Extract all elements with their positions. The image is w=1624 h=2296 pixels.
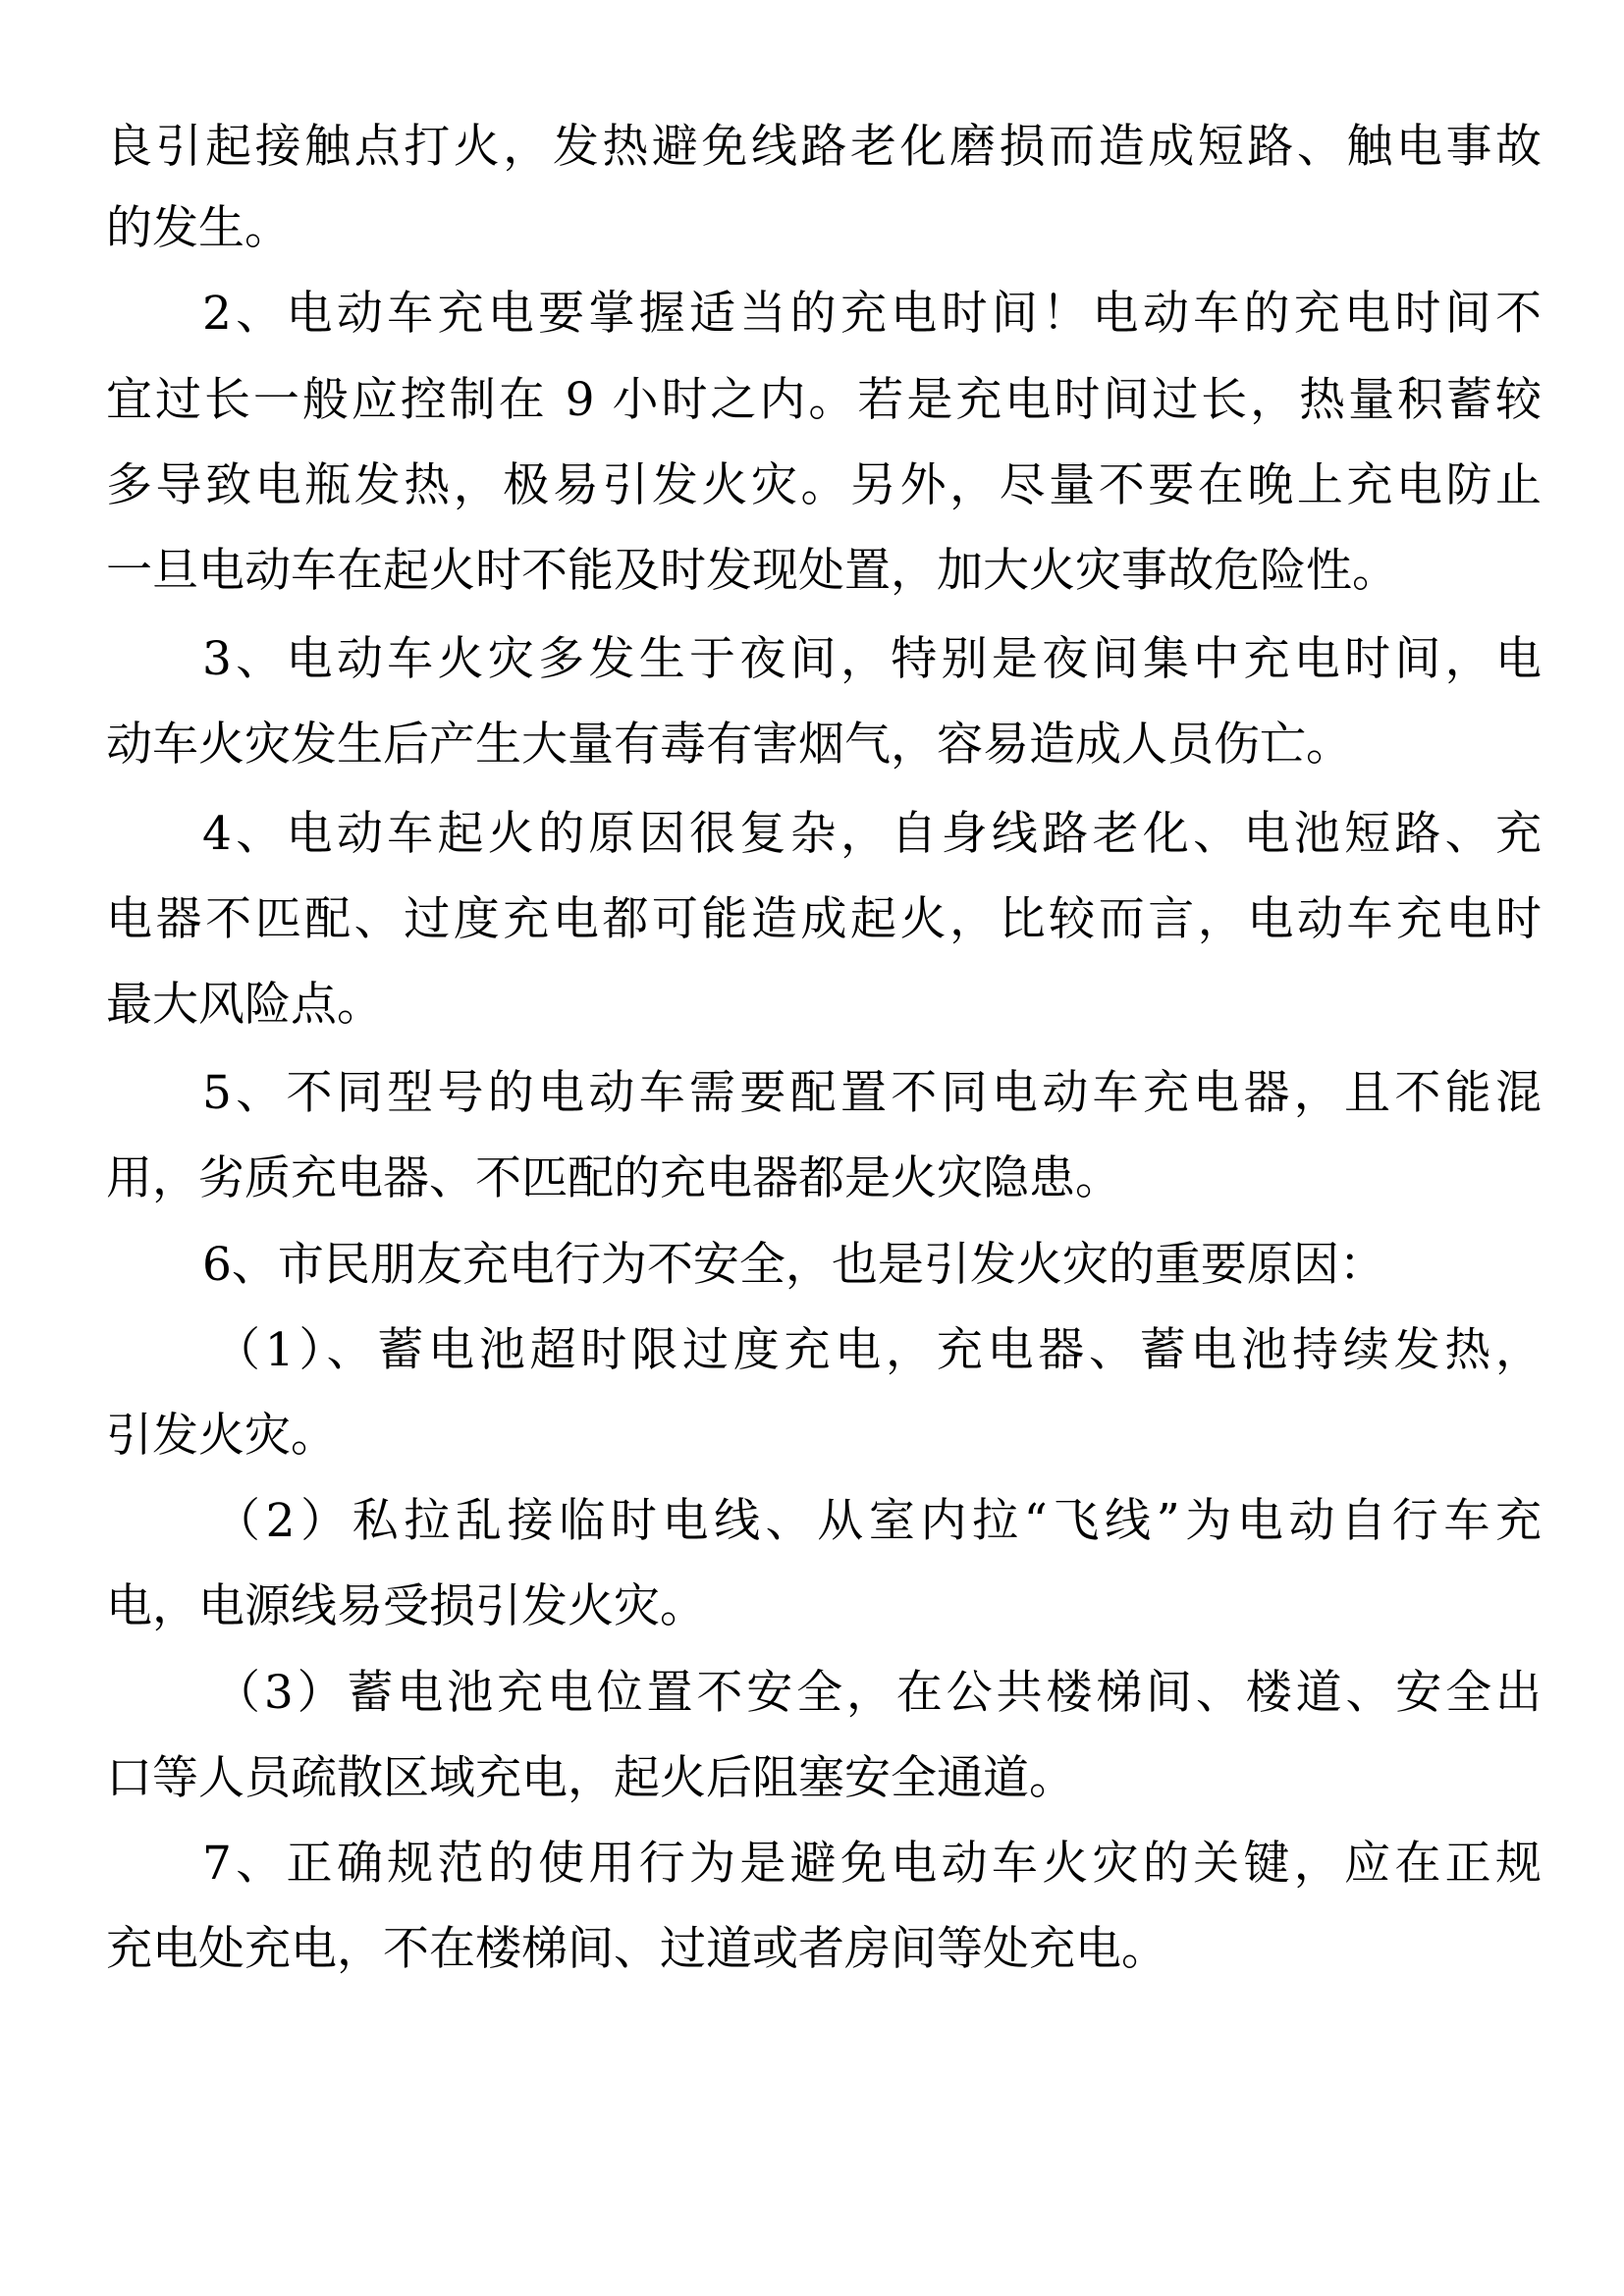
text-line: （2）私拉乱接临时电线、从室内拉“飞线”为电动自行车充	[214, 1494, 1542, 1548]
text-line: 最大风险点。	[106, 978, 383, 1032]
text-line: 多导致电瓶发热，极易引发火灾。另外，尽量不要在晚上充电防止	[106, 458, 1542, 512]
text-line: （1）、蓄电池超时限过度充电，充电器、蓄电池持续发热，	[214, 1323, 1542, 1377]
text-line: 2、电动车充电要掌握适当的充电时间！电动车的充电时间不	[202, 287, 1542, 341]
text-line: 用，劣质充电器、不匹配的充电器都是火灾隐患。	[106, 1151, 1121, 1205]
text-line: 7、正确规范的使用行为是避免电动车火灾的关键，应在正规	[202, 1837, 1542, 1891]
text-line: 4、电动车起火的原因很复杂，自身线路老化、电池短路、充	[202, 807, 1542, 861]
text-line: 电，电源线易受损引发火灾。	[106, 1579, 706, 1633]
text-line: 动车火灾发生后产生大量有毒有害烟气，容易造成人员伤亡。	[106, 718, 1352, 772]
text-line: 引发火灾。	[106, 1409, 337, 1463]
text-line: （3）蓄电池充电位置不安全，在公共楼梯间、楼道、安全出	[214, 1666, 1542, 1720]
text-line: 宜过长一般应控制在 9 小时之内。若是充电时间过长，热量积蓄较	[106, 373, 1542, 427]
text-line: 口等人员疏散区域充电，起火后阻塞安全通道。	[106, 1751, 1075, 1805]
text-line: 良引起接触点打火，发热避免线路老化磨损而造成短路、触电事故	[106, 120, 1542, 174]
text-line: 6、市民朋友充电行为不安全，也是引发火灾的重要原因：	[202, 1238, 1385, 1292]
text-line: 的发生。	[106, 201, 291, 255]
text-line: 电器不匹配、过度充电都可能造成起火，比较而言，电动车充电时	[106, 892, 1542, 946]
text-line: 3、电动车火灾多发生于夜间，特别是夜间集中充电时间，电	[202, 632, 1542, 686]
text-line: 一旦电动车在起火时不能及时发现处置，加大火灾事故危险性。	[106, 544, 1398, 598]
text-line: 充电处充电，不在楼梯间、过道或者房间等处充电。	[106, 1922, 1167, 1976]
text-line: 5、不同型号的电动车需要配置不同电动车充电器，且不能混	[202, 1066, 1542, 1120]
